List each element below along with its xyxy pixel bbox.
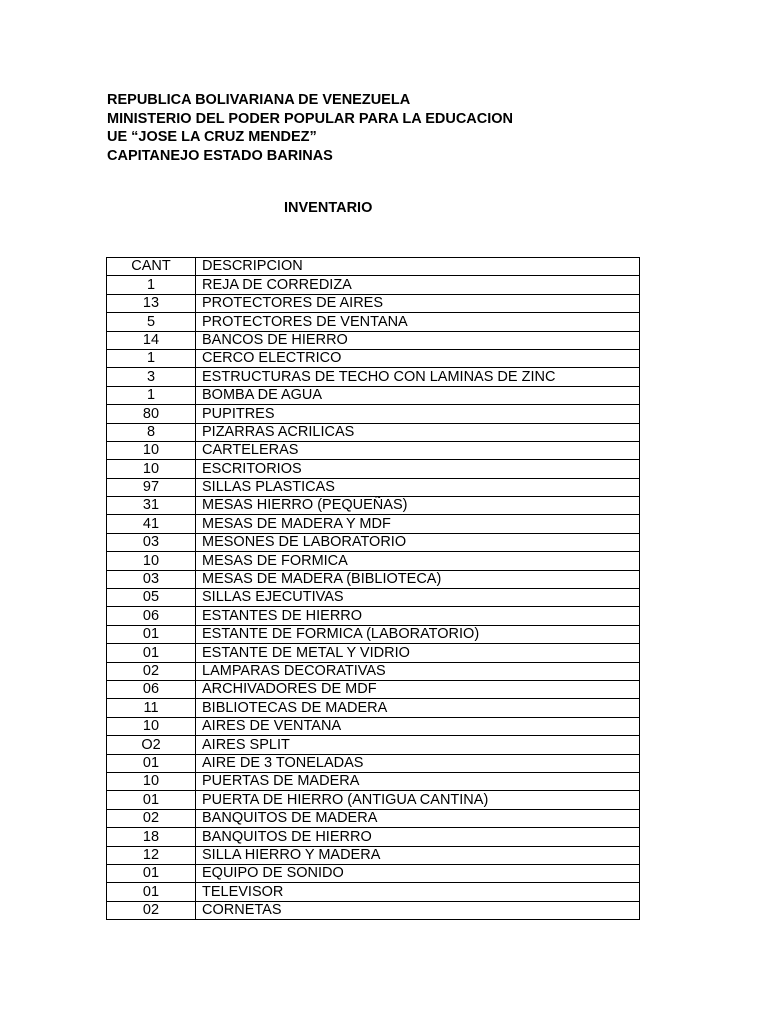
table-row — [107, 754, 640, 772]
table-row — [107, 717, 640, 735]
table-row — [107, 423, 640, 441]
table-row — [107, 368, 640, 386]
table-row — [107, 662, 640, 680]
cell-cant: 5 — [107, 313, 196, 331]
cell-descripcion: SILLAS PLASTICAS — [196, 478, 640, 496]
table-row — [107, 883, 640, 901]
cell-descripcion: MESAS DE MADERA (BIBLIOTECA) — [196, 570, 640, 588]
cell-descripcion: BOMBA DE AGUA — [196, 386, 640, 404]
table-row — [107, 294, 640, 312]
cell-descripcion: LAMPARAS DECORATIVAS — [196, 662, 640, 680]
table-row — [107, 828, 640, 846]
column-header-cant: CANT — [107, 258, 196, 276]
cell-descripcion: CARTELERAS — [196, 441, 640, 459]
cell-descripcion: AIRE DE 3 TONELADAS — [196, 754, 640, 772]
table-row — [107, 901, 640, 919]
cell-cant: 10 — [107, 460, 196, 478]
table-row — [107, 349, 640, 367]
cell-cant: 10 — [107, 441, 196, 459]
cell-descripcion: MESAS DE MADERA Y MDF — [196, 515, 640, 533]
cell-cant: 97 — [107, 478, 196, 496]
cell-cant: 41 — [107, 515, 196, 533]
cell-descripcion: CERCO ELECTRICO — [196, 349, 640, 367]
cell-descripcion: TELEVISOR — [196, 883, 640, 901]
cell-cant: 1 — [107, 349, 196, 367]
cell-cant: 80 — [107, 405, 196, 423]
cell-descripcion: PUERTAS DE MADERA — [196, 772, 640, 790]
cell-cant: 02 — [107, 901, 196, 919]
cell-descripcion: ARCHIVADORES DE MDF — [196, 680, 640, 698]
document-title: INVENTARIO — [284, 200, 373, 216]
cell-descripcion: MESAS DE FORMICA — [196, 552, 640, 570]
cell-cant: 8 — [107, 423, 196, 441]
cell-cant: 1 — [107, 386, 196, 404]
cell-descripcion: REJA DE CORREDIZA — [196, 276, 640, 294]
header-line-school: UE “JOSE LA CRUZ MENDEZ” — [107, 129, 317, 145]
cell-cant: 10 — [107, 772, 196, 790]
cell-cant: O2 — [107, 736, 196, 754]
cell-cant: 02 — [107, 662, 196, 680]
cell-descripcion: AIRES DE VENTANA — [196, 717, 640, 735]
cell-descripcion: PIZARRAS ACRILICAS — [196, 423, 640, 441]
table-row — [107, 533, 640, 551]
cell-descripcion: BANQUITOS DE HIERRO — [196, 828, 640, 846]
cell-cant: 06 — [107, 680, 196, 698]
cell-descripcion: BANCOS DE HIERRO — [196, 331, 640, 349]
table-row — [107, 515, 640, 533]
institution-header — [107, 91, 667, 165]
table-row — [107, 570, 640, 588]
cell-descripcion: ESTANTE DE FORMICA (LABORATORIO) — [196, 625, 640, 643]
table-header-row — [107, 258, 640, 276]
cell-cant: 11 — [107, 699, 196, 717]
table-row — [107, 276, 640, 294]
cell-cant: 3 — [107, 368, 196, 386]
cell-cant: 10 — [107, 717, 196, 735]
cell-descripcion: PROTECTORES DE VENTANA — [196, 313, 640, 331]
table-row — [107, 644, 640, 662]
cell-descripcion: ESTANTES DE HIERRO — [196, 607, 640, 625]
table-row — [107, 552, 640, 570]
cell-cant: 03 — [107, 570, 196, 588]
cell-cant: 1 — [107, 276, 196, 294]
inventory-table — [106, 257, 640, 920]
cell-descripcion: EQUIPO DE SONIDO — [196, 864, 640, 882]
table-row — [107, 386, 640, 404]
header-line-location: CAPITANEJO ESTADO BARINAS — [107, 147, 333, 164]
table-row — [107, 607, 640, 625]
table-row — [107, 809, 640, 827]
table-row — [107, 772, 640, 790]
cell-cant: 31 — [107, 497, 196, 515]
cell-descripcion: BANQUITOS DE MADERA — [196, 809, 640, 827]
cell-descripcion: AIRES SPLIT — [196, 736, 640, 754]
table-row — [107, 441, 640, 459]
table-row — [107, 699, 640, 717]
table-row — [107, 864, 640, 882]
header-line-ministry: MINISTERIO DEL PODER POPULAR PARA LA EDUCACION — [107, 110, 514, 127]
cell-cant: 02 — [107, 809, 196, 827]
table-row — [107, 497, 640, 515]
cell-cant: 05 — [107, 589, 196, 607]
cell-cant: 01 — [107, 625, 196, 643]
table-row — [107, 405, 640, 423]
cell-cant: 01 — [107, 791, 196, 809]
table-row — [107, 313, 640, 331]
cell-descripcion: CORNETAS — [196, 901, 640, 919]
cell-descripcion: MESONES DE LABORATORIO — [196, 533, 640, 551]
cell-descripcion: ESCRITORIOS — [196, 460, 640, 478]
cell-cant: 01 — [107, 644, 196, 662]
table-row — [107, 478, 640, 496]
table-row — [107, 736, 640, 754]
cell-cant: 18 — [107, 828, 196, 846]
table-row — [107, 791, 640, 809]
table-row — [107, 460, 640, 478]
cell-cant: 01 — [107, 754, 196, 772]
cell-descripcion: ESTANTE DE METAL Y VIDRIO — [196, 644, 640, 662]
cell-cant: 13 — [107, 294, 196, 312]
cell-cant: 01 — [107, 864, 196, 882]
cell-cant: 06 — [107, 607, 196, 625]
table-row — [107, 846, 640, 864]
cell-cant: 14 — [107, 331, 196, 349]
cell-descripcion: MESAS HIERRO (PEQUEÑAS) — [196, 497, 640, 515]
table-row — [107, 589, 640, 607]
cell-descripcion: SILLA HIERRO Y MADERA — [196, 846, 640, 864]
cell-descripcion: PUPITRES — [196, 405, 640, 423]
cell-descripcion: PROTECTORES DE AIRES — [196, 294, 640, 312]
cell-descripcion: SILLAS EJECUTIVAS — [196, 589, 640, 607]
cell-cant: 12 — [107, 846, 196, 864]
cell-cant: 01 — [107, 883, 196, 901]
header-line-country: REPUBLICA BOLIVARIANA DE VENEZUELA — [107, 92, 411, 108]
cell-descripcion: PUERTA DE HIERRO (ANTIGUA CANTINA) — [196, 791, 640, 809]
cell-descripcion: ESTRUCTURAS DE TECHO CON LAMINAS DE ZINC — [196, 368, 640, 386]
cell-cant: 03 — [107, 533, 196, 551]
cell-descripcion: BIBLIOTECAS DE MADERA — [196, 699, 640, 717]
table-row — [107, 331, 640, 349]
table-row — [107, 680, 640, 698]
column-header-descripcion: DESCRIPCION — [196, 258, 640, 276]
inventory-table-body — [107, 258, 640, 920]
table-row — [107, 625, 640, 643]
cell-cant: 10 — [107, 552, 196, 570]
